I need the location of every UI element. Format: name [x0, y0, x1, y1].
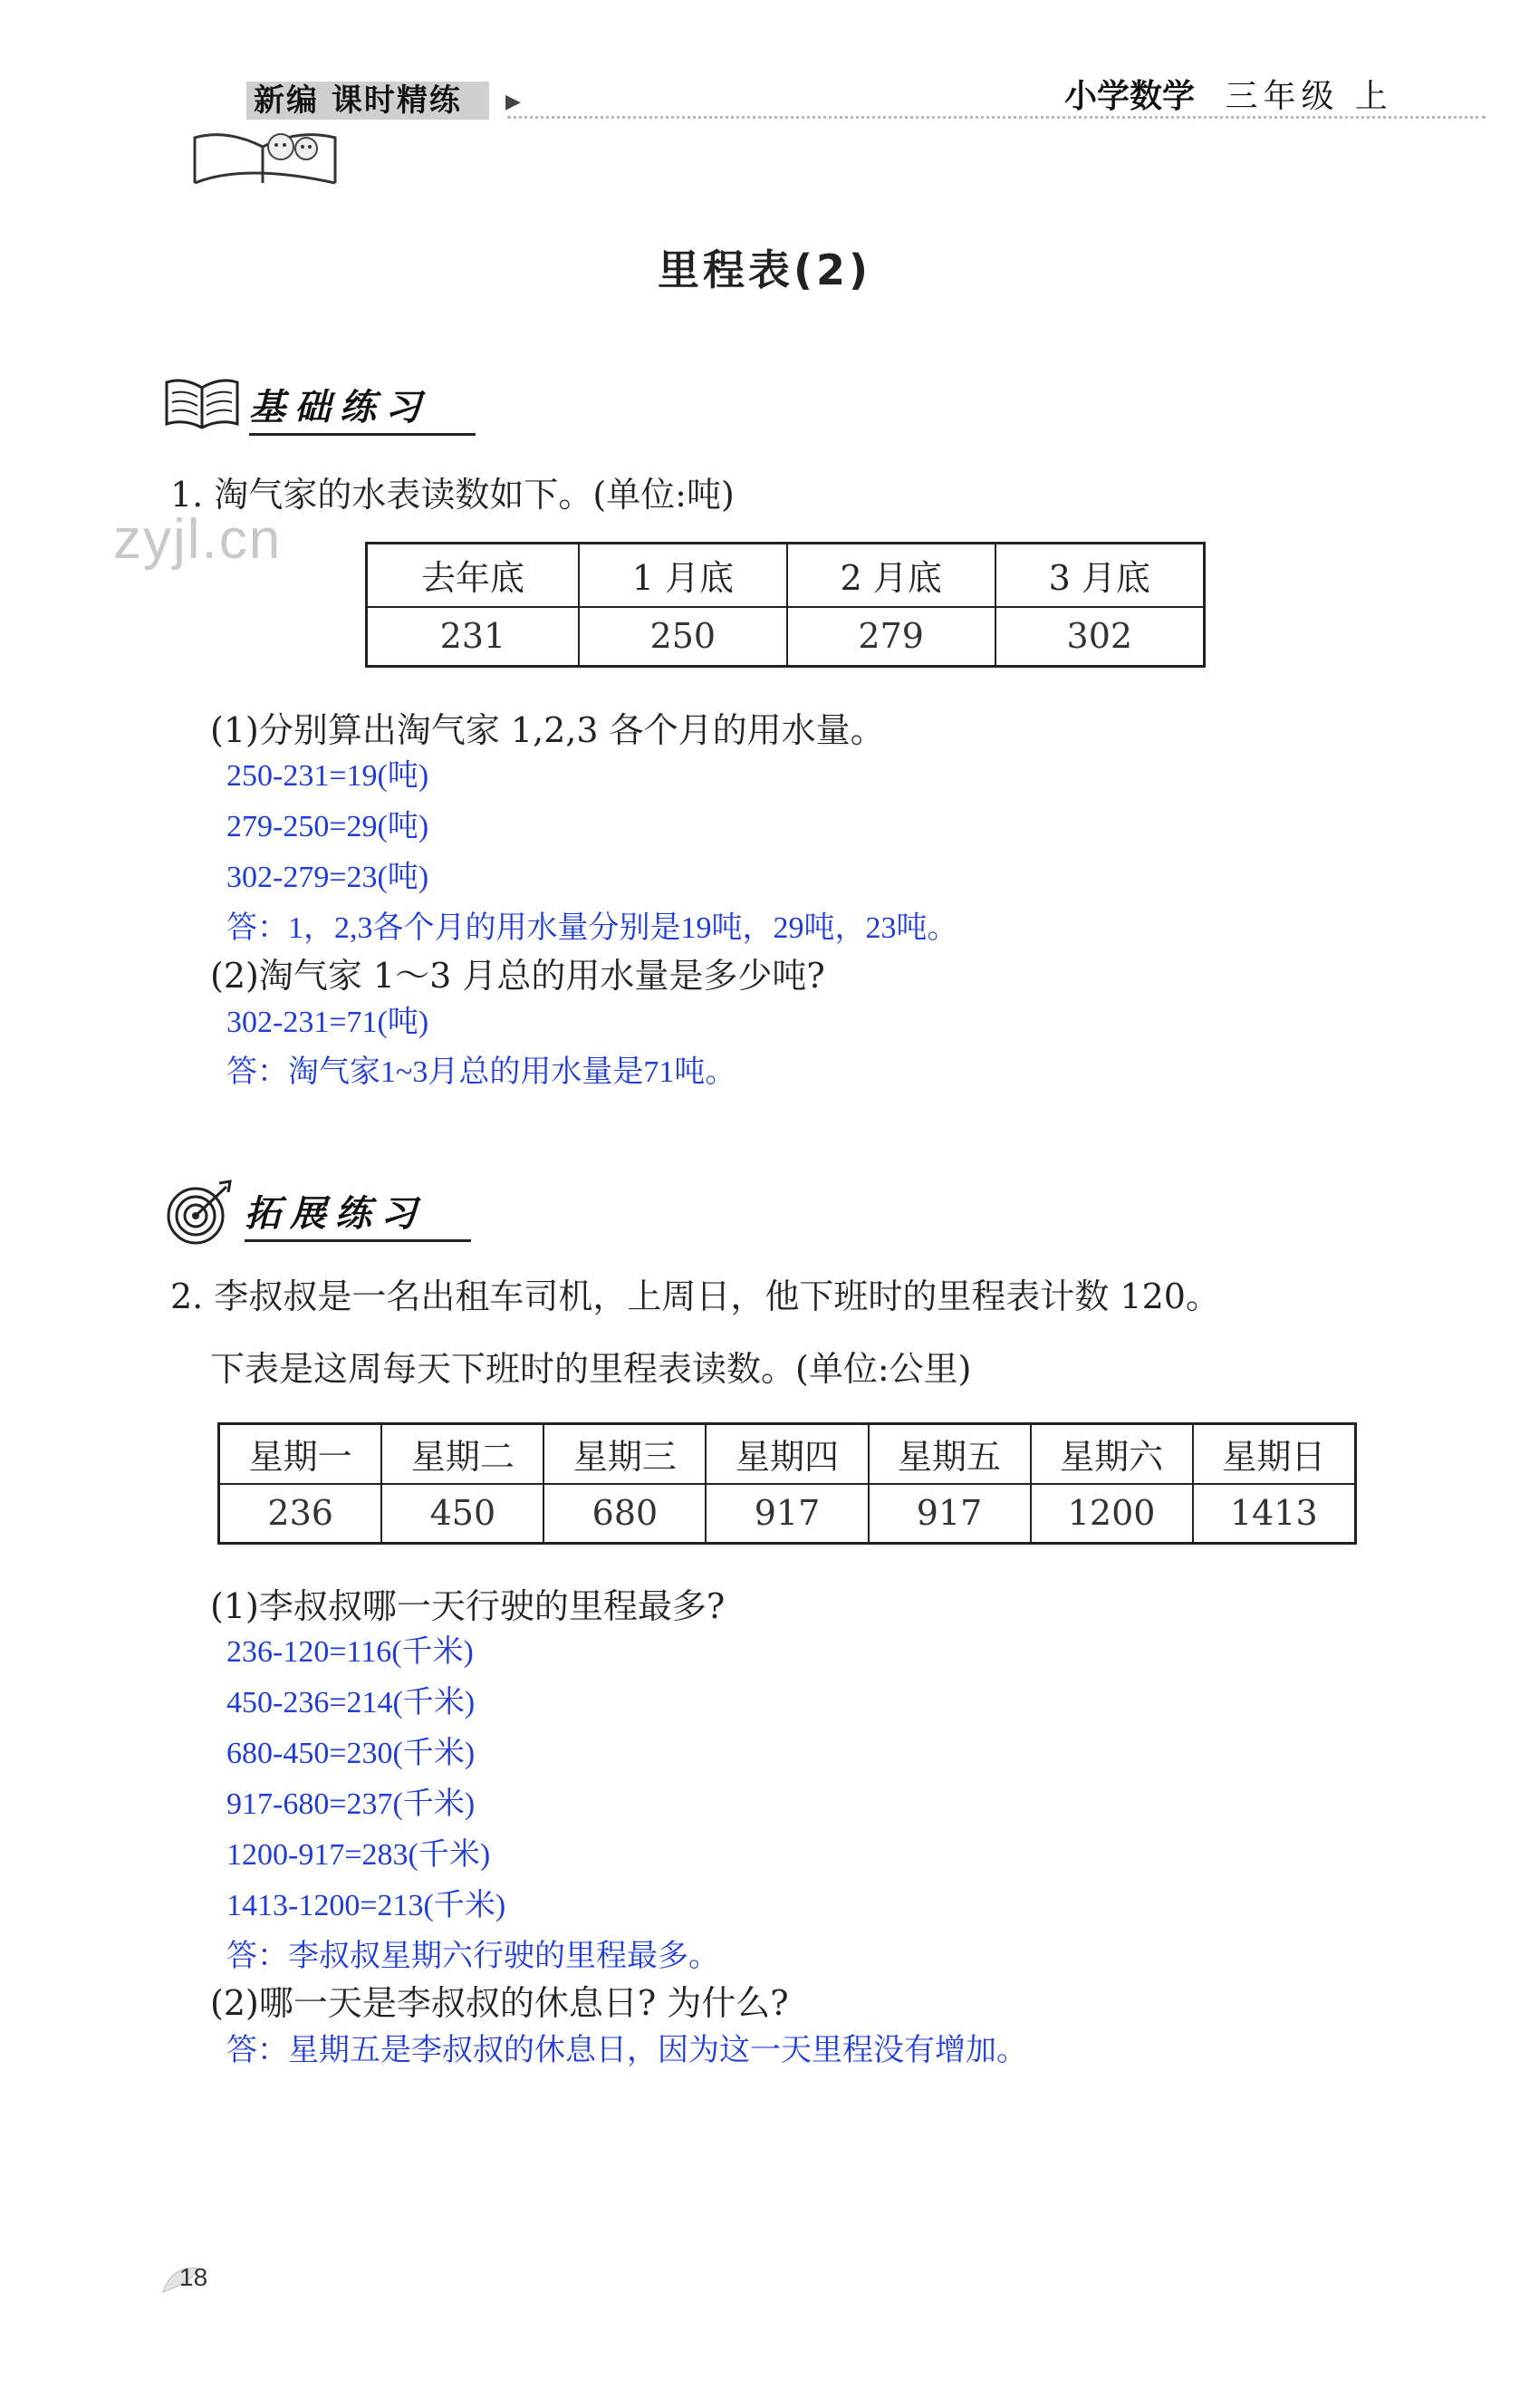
table-header-cell: 星期四	[706, 1424, 868, 1484]
answer-line: 917-680=237(千米)	[226, 1787, 476, 1821]
answer-line: 答：1，2,3各个月的用水量分别是19吨，29吨，23吨。	[226, 911, 958, 945]
watermark: zyjl.cn	[113, 508, 283, 571]
table-header-cell: 星期日	[1193, 1424, 1356, 1484]
question-1: 1. 淘气家的水表读数如下。(单位:吨)	[170, 475, 735, 515]
triangle-arrow-icon: ▶	[505, 91, 521, 113]
table-cell: 231	[367, 607, 579, 667]
table-cell: 680	[543, 1484, 706, 1544]
section-heading-basic-text: 基础练习	[249, 387, 430, 429]
answer-line: 302-279=23(吨)	[226, 861, 429, 894]
header-divider	[507, 116, 1486, 119]
table-header-cell: 3 月底	[995, 544, 1205, 607]
table-cell: 302	[995, 607, 1205, 667]
table-header-cell: 星期一	[219, 1424, 382, 1484]
section-heading-extended-text: 拓展练习	[245, 1193, 426, 1235]
grade-label: 三年级 上	[1225, 78, 1393, 115]
table-cell: 450	[381, 1484, 543, 1544]
answer-line: 答：星期五是李叔叔的休息日，因为这一天里程没有增加。	[226, 2034, 1027, 2067]
table-header-row	[219, 1424, 1356, 1484]
table-cell: 279	[787, 607, 995, 667]
question-2-part-2: (2)哪一天是李叔叔的休息日? 为什么?	[210, 1983, 789, 2023]
water-meter-table	[365, 542, 1206, 668]
answer-line: 1200-917=283(千米)	[226, 1838, 491, 1872]
table-header-cell: 星期二	[381, 1424, 543, 1484]
table-row	[367, 607, 1205, 667]
target-icon	[163, 1178, 236, 1247]
table-cell: 1413	[1193, 1484, 1356, 1544]
question-1-part-1: (1)分别算出淘气家 1,2,3 各个月的用水量。	[210, 710, 885, 750]
table-cell: 1200	[1031, 1484, 1193, 1544]
question-2-line-2: 下表是这周每天下班时的里程表读数。(单位:公里)	[210, 1349, 972, 1389]
table-header-row	[367, 544, 1205, 607]
question-1-part-2: (2)淘气家 1～3 月总的用水量是多少吨?	[210, 956, 825, 996]
question-2-part-1: (1)李叔叔哪一天行驶的里程最多?	[210, 1586, 726, 1626]
page-number: 18	[179, 2263, 208, 2291]
answer-line: 250-231=19(吨)	[226, 759, 429, 793]
answer-line: 279-250=29(吨)	[226, 810, 429, 843]
table-header-cell: 去年底	[367, 544, 579, 607]
table-cell: 917	[706, 1484, 868, 1544]
question-2-line-1: 2. 李叔叔是一名出租车司机，上周日，他下班时的里程表计数 120。	[170, 1276, 1220, 1316]
answer-line: 答：淘气家1~3月总的用水量是71吨。	[226, 1055, 736, 1089]
table-header-cell: 2 月底	[787, 544, 995, 607]
odometer-table	[217, 1422, 1357, 1545]
page-title: 里程表(2)	[657, 246, 872, 294]
table-cell: 250	[579, 607, 787, 667]
open-book-icon	[161, 371, 243, 435]
section-heading-basic	[249, 379, 430, 430]
table-row	[219, 1484, 1356, 1544]
subject-label: 小学数学	[1064, 78, 1196, 115]
subject-grade	[1064, 71, 1393, 117]
table-header-cell: 1 月底	[579, 544, 787, 607]
answer-line: 236-120=116(千米)	[226, 1635, 474, 1669]
table-cell: 917	[869, 1484, 1031, 1544]
table-header-cell: 星期六	[1031, 1424, 1193, 1484]
table-cell: 236	[219, 1484, 382, 1544]
open-book-cartoon-icon	[190, 127, 344, 190]
answer-line: 450-236=214(千米)	[226, 1686, 476, 1719]
section-heading-extended	[245, 1185, 426, 1237]
answer-line: 302-231=71(吨)	[226, 1006, 429, 1039]
answer-line: 答：李叔叔星期六行驶的里程最多。	[226, 1940, 719, 1973]
table-header-cell: 星期三	[543, 1424, 706, 1484]
table-header-cell: 星期五	[869, 1424, 1031, 1484]
answer-line: 680-450=230(千米)	[226, 1737, 476, 1770]
answer-line: 1413-1200=213(千米)	[226, 1889, 506, 1922]
series-title: 新编 课时精练	[246, 82, 489, 120]
